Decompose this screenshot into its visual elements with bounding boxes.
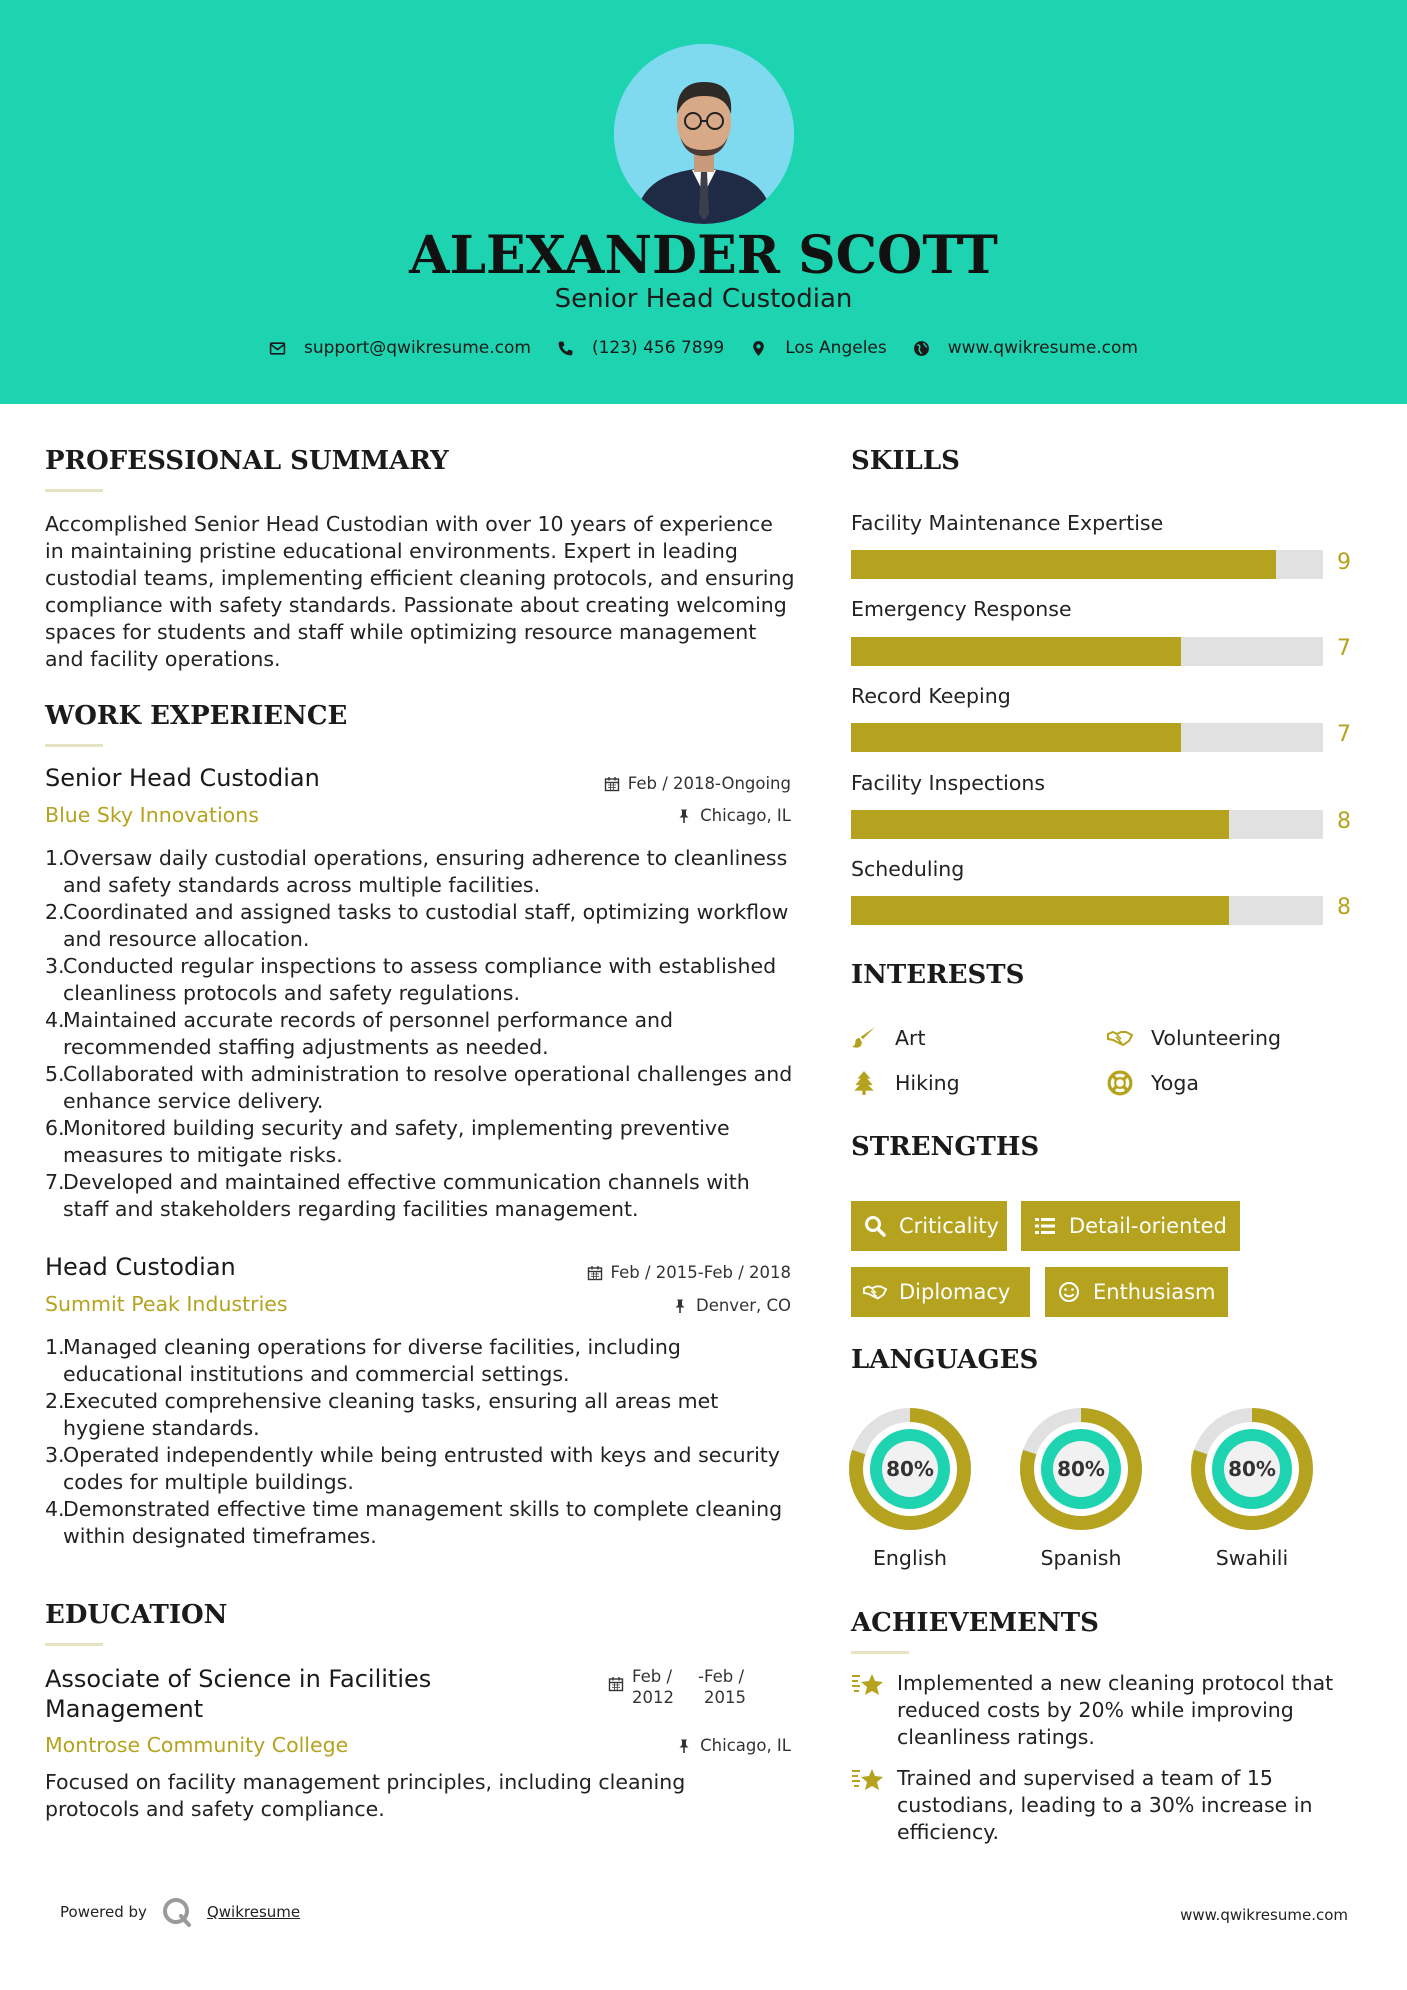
language-item (849, 1408, 971, 1570)
languages-heading: LANGUAGES (851, 1345, 1039, 1375)
job-dates (560, 774, 791, 793)
interest-label: Hiking (895, 1071, 960, 1095)
education-location (560, 1736, 791, 1755)
avatar (614, 44, 794, 224)
handshake-icon (863, 1280, 887, 1304)
achievements-heading-rule (851, 1651, 909, 1654)
list-item-text: Demonstrated effective time management skills to complete cleaning within designated timeframes. (63, 1497, 783, 1548)
strength-badge (1045, 1267, 1228, 1317)
language-percent: 80% (1228, 1457, 1276, 1481)
list-item-number: 5. (45, 1062, 65, 1086)
handshake-icon (1107, 1025, 1133, 1051)
interest-item (1107, 1025, 1281, 1051)
job-dates (560, 1263, 791, 1282)
education-location-text: Chicago, IL (700, 1736, 791, 1755)
education-end-month: Feb / (704, 1667, 745, 1686)
list-icon (1033, 1214, 1057, 1238)
job-responsibilities (45, 845, 795, 1223)
brand-link[interactable]: Qwikresume (206, 1903, 301, 1921)
skill-label: Facility Inspections (851, 771, 1046, 795)
degree-title-line: Associate of Science in Facilities (45, 1665, 432, 1693)
qwikresume-logo-icon (161, 1896, 193, 1928)
achievement-text-line: reduced costs by 20% while improving (897, 1698, 1294, 1722)
strength-label: Enthusiasm (1093, 1280, 1216, 1304)
strength-label: Diplomacy (899, 1280, 1011, 1304)
interest-label: Art (895, 1026, 926, 1050)
skill-value: 7 (1337, 722, 1351, 747)
star-medal-icon (851, 1765, 885, 1795)
contact-location (750, 338, 887, 358)
skills-heading: SKILLS (851, 446, 960, 476)
list-item-text: Developed and maintained effective communication channels with staff and stakeholders regarding facilities management. (63, 1170, 750, 1221)
contact-phone[interactable] (557, 338, 724, 358)
interest-item (851, 1070, 960, 1096)
language-ring (1020, 1408, 1142, 1530)
star-medal-icon (851, 1670, 885, 1700)
degree-title (45, 1664, 431, 1724)
job-location (560, 1296, 791, 1315)
list-item (45, 1334, 795, 1388)
language-name: Swahili (1215, 1546, 1289, 1570)
job-responsibilities (45, 1334, 795, 1550)
list-item-number: 4. (45, 1497, 65, 1521)
achievement-text-line: cleanliness ratings. (897, 1725, 1095, 1749)
strength-badge (851, 1267, 1030, 1317)
education-heading-rule (45, 1643, 103, 1646)
contact-location-text: Los Angeles (785, 338, 887, 358)
list-item-number: 2. (45, 900, 65, 924)
list-item (45, 1442, 795, 1496)
phone-icon (557, 340, 574, 357)
footer-website[interactable]: www.qwikresume.com (1180, 1906, 1348, 1924)
interest-item (1107, 1070, 1199, 1096)
language-ring (849, 1408, 971, 1530)
education-start-month: Feb / (632, 1667, 673, 1686)
strength-label: Detail-oriented (1069, 1214, 1227, 1238)
list-item (45, 845, 795, 899)
education-end-year: 2015 (704, 1688, 746, 1707)
footer-powered-by (60, 1896, 300, 1928)
skill-value: 7 (1337, 636, 1351, 661)
interest-label: Volunteering (1151, 1026, 1282, 1050)
list-item-number: 1. (45, 846, 65, 870)
list-item-number: 3. (45, 954, 65, 978)
education-start-year: 2012 (632, 1688, 674, 1707)
achievements-heading: ACHIEVEMENTS (851, 1608, 1099, 1638)
candidate-name: ALEXANDER SCOTT (409, 225, 998, 286)
list-item-text: Oversaw daily custodial operations, ensuring adherence to cleanliness and safety standards across multiple facilities. (63, 846, 788, 897)
education-description: Focused on facility management principles, including cleaning protocols and safety compliance. (45, 1770, 686, 1821)
education-end-date (698, 1666, 746, 1708)
degree-title-line: Management (45, 1695, 204, 1723)
list-item-text: Executed comprehensive cleaning tasks, ensuring all areas met hygiene standards. (63, 1389, 719, 1440)
language-percent: 80% (886, 1457, 934, 1481)
skill-label: Record Keeping (851, 684, 1011, 708)
list-item-text: Collaborated with administration to resolve operational challenges and enhance service delivery. (63, 1062, 793, 1113)
list-item-text: Monitored building security and safety, implementing preventive measures to mitigate risks. (63, 1116, 730, 1167)
strengths-heading: STRENGTHS (851, 1132, 1040, 1162)
globe-icon (913, 340, 930, 357)
language-name: Spanish (1040, 1546, 1122, 1570)
pushpin-icon (676, 1738, 692, 1754)
skill-bar-track (851, 723, 1323, 752)
skill-label: Emergency Response (851, 597, 1072, 621)
list-item (45, 953, 795, 1007)
language-percent: 80% (1057, 1457, 1105, 1481)
skill-bar-track (851, 637, 1323, 666)
skill-bar-fill (851, 810, 1229, 839)
skill-bar-fill (851, 723, 1181, 752)
contact-website[interactable] (913, 338, 1138, 358)
summary-heading: PROFESSIONAL SUMMARY (45, 446, 449, 476)
list-item-number: 1. (45, 1335, 65, 1359)
date-separator: - (698, 1667, 704, 1686)
contact-email-text: support@qwikresume.com (304, 338, 531, 358)
education-start-date (632, 1666, 674, 1708)
list-item-text: Coordinated and assigned tasks to custodial staff, optimizing workflow and resource allocation. (63, 900, 789, 951)
job-title: Head Custodian (45, 1253, 236, 1281)
list-item-number: 4. (45, 1008, 65, 1032)
language-name: English (872, 1546, 948, 1570)
company-name: Blue Sky Innovations (45, 803, 259, 827)
education-heading: EDUCATION (45, 1600, 228, 1630)
contact-phone-text: (123) 456 7899 (591, 338, 725, 358)
achievement-text (897, 1670, 1333, 1751)
achievement-text-line: Trained and supervised a team of 15 (897, 1766, 1273, 1790)
job-location-text: Chicago, IL (700, 806, 791, 825)
list-item (45, 1169, 795, 1223)
strength-badge (1021, 1201, 1240, 1251)
lifering-icon (1107, 1070, 1133, 1096)
job-location-text: Denver, CO (695, 1296, 791, 1315)
skill-bar-fill (851, 896, 1229, 925)
calendar-icon (587, 1265, 603, 1281)
smile-icon (1057, 1280, 1081, 1304)
list-item-text: Conducted regular inspections to assess compliance with established cleanliness protocols and safety regulations. (63, 954, 777, 1005)
list-item-text: Managed cleaning operations for diverse facilities, including educational institutions and commercial settings. (63, 1335, 681, 1386)
contact-email[interactable] (269, 338, 531, 358)
achievement-text-line: custodians, leading to a 30% increase in (897, 1793, 1313, 1817)
education-dates (608, 1666, 746, 1708)
job-dates-text: Feb / 2018-Ongoing (627, 774, 791, 793)
summary-heading-rule (45, 489, 103, 492)
summary-text: Accomplished Senior Head Custodian with over 10 years of experience in maintaining pristine educational environments. Expert in leading custodial teams, implementing efficient cleaning protocols, and ensuring compliance with safety standards. Passionate about creating welcoming spaces for students and staff while optimizing resource management and facility operations. (45, 512, 795, 671)
strength-label: Criticality (899, 1214, 999, 1238)
pushpin-icon (672, 1298, 688, 1314)
job-title: Senior Head Custodian (45, 764, 320, 792)
skill-bar-fill (851, 637, 1181, 666)
tree-icon (851, 1070, 877, 1096)
paintbrush-icon (851, 1025, 877, 1051)
strength-badge (851, 1201, 1007, 1251)
interest-label: Yoga (1151, 1071, 1199, 1095)
achievement-text-line: efficiency. (897, 1820, 999, 1844)
job-dates-text: Feb / 2015-Feb / 2018 (610, 1263, 791, 1282)
experience-heading-rule (45, 744, 103, 747)
calendar-icon (608, 1676, 624, 1692)
list-item-number: 2. (45, 1389, 65, 1413)
skill-bar-track (851, 896, 1323, 925)
skill-value: 9 (1337, 550, 1351, 575)
achievement-item (851, 1765, 1312, 1846)
job-location (560, 806, 791, 825)
candidate-title: Senior Head Custodian (554, 284, 853, 314)
list-item-number: 3. (45, 1443, 65, 1467)
language-item (1191, 1408, 1313, 1570)
achievement-item (851, 1670, 1333, 1751)
list-item (45, 1496, 795, 1550)
resume-header (0, 0, 1407, 404)
contact-website-text: www.qwikresume.com (947, 338, 1138, 358)
language-ring (1191, 1408, 1313, 1530)
list-item (45, 1007, 795, 1061)
company-name: Summit Peak Industries (45, 1292, 288, 1316)
skill-value: 8 (1337, 809, 1351, 834)
list-item-text: Maintained accurate records of personnel performance and recommended staffing adjustments as needed. (63, 1008, 674, 1059)
achievement-text-line: Implemented a new cleaning protocol that (897, 1671, 1334, 1695)
achievement-text (897, 1765, 1312, 1846)
list-item-text: Operated independently while being entrusted with keys and security codes for multiple buildings. (63, 1443, 780, 1494)
profile-photo (614, 44, 794, 224)
skill-label: Facility Maintenance Expertise (851, 511, 1164, 535)
powered-by-text: Powered by (60, 1903, 147, 1921)
interest-item (851, 1025, 926, 1051)
interests-heading: INTERESTS (851, 960, 1025, 990)
skill-label: Scheduling (851, 857, 965, 881)
skill-value: 8 (1337, 895, 1351, 920)
pushpin-icon (676, 808, 692, 824)
list-item (45, 1061, 795, 1115)
school-name: Montrose Community College (45, 1733, 349, 1757)
calendar-icon (604, 776, 620, 792)
skill-bar-fill (851, 550, 1276, 579)
experience-heading: WORK EXPERIENCE (45, 701, 348, 731)
contact-bar (0, 338, 1407, 358)
envelope-icon (269, 340, 286, 357)
skill-bar-track (851, 550, 1323, 579)
list-item (45, 1388, 795, 1442)
language-item (1020, 1408, 1142, 1570)
list-item-number: 6. (45, 1116, 65, 1140)
skill-bar-track (851, 810, 1323, 839)
list-item (45, 899, 795, 953)
map-pin-icon (750, 340, 767, 357)
search-icon (863, 1214, 887, 1238)
list-item-number: 7. (45, 1170, 65, 1194)
list-item (45, 1115, 795, 1169)
